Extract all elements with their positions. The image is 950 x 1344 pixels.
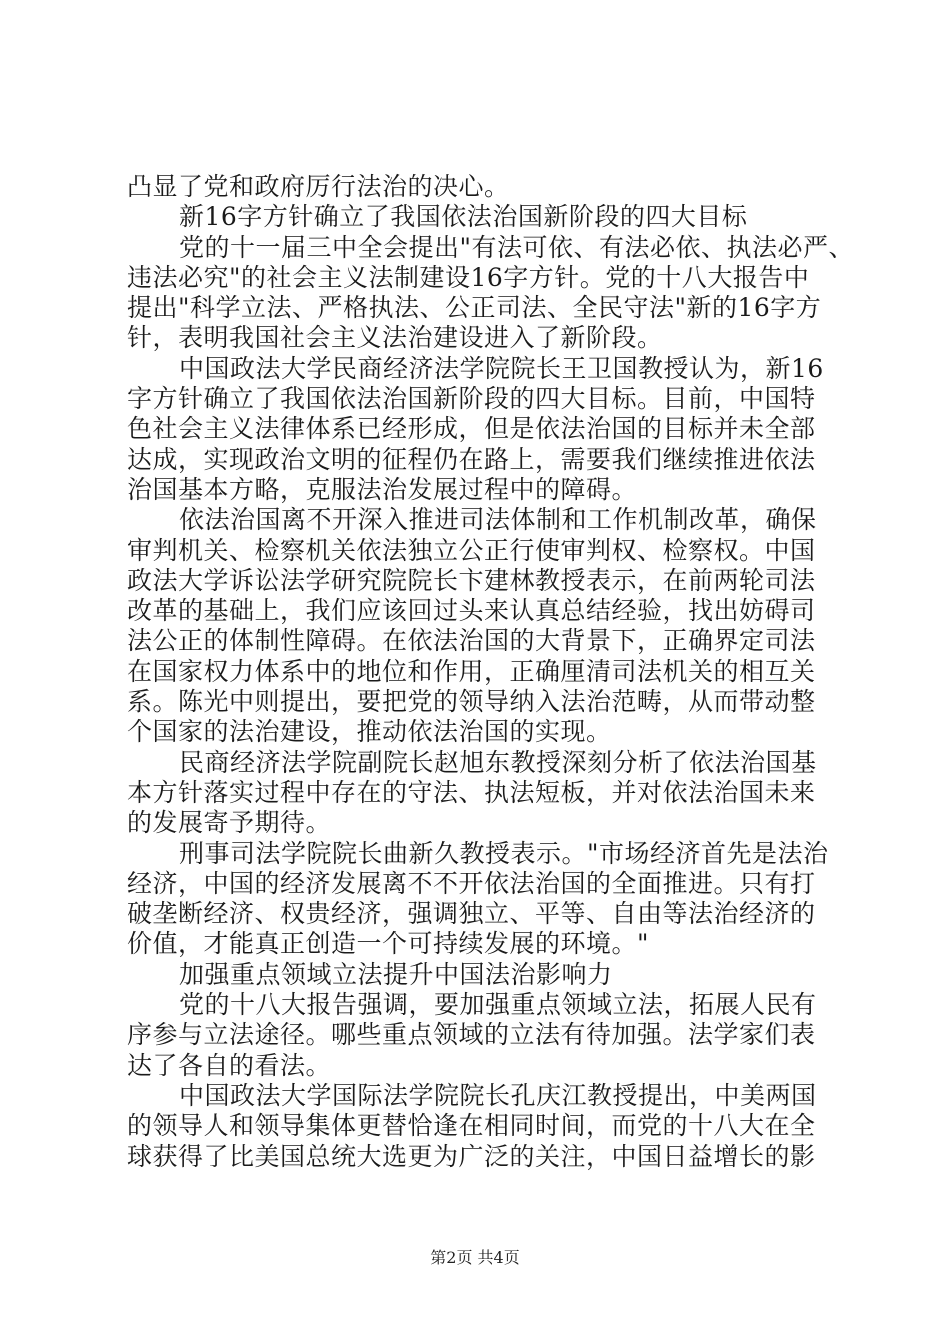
text-line: 法公正的体制性障碍。在依法治国的大背景下，正确界定司法 xyxy=(127,626,816,656)
text-line: 加强重点领域立法提升中国法治影响力 xyxy=(179,959,613,989)
text-line: 刑事司法学院院长曲新久教授表示。"市场经济首先是法治 xyxy=(179,838,829,868)
text-line: 价值，才能真正创造一个可持续发展的环境。" xyxy=(127,929,650,959)
text-line: 经济，中国的经济发展离不不开依法治国的全面推进。只有打 xyxy=(127,868,816,898)
text-line: 的发展寄予期待。 xyxy=(127,808,332,838)
text-line: 中国政法大学国际法学院院长孔庆江教授提出，中美两国 xyxy=(179,1080,817,1110)
text-line: 提出"科学立法、严格执法、公正司法、全民守法"新的16字方 xyxy=(127,293,822,323)
text-line: 治国基本方略，克服法治发展过程中的障碍。 xyxy=(127,474,638,504)
text-line: 序参与立法途径。哪些重点领域的立法有待加强。法学家们表 xyxy=(127,1020,816,1050)
text-line: 中国政法大学民商经济法学院院长王卫国教授认为，新16 xyxy=(179,353,824,383)
text-line: 本方针落实过程中存在的守法、执法短板，并对依法治国未来 xyxy=(127,777,816,807)
text-line: 达成，实现政治文明的征程仍在路上，需要我们继续推进依法 xyxy=(127,444,816,474)
text-line: 达了各自的看法。 xyxy=(127,1050,332,1080)
text-line: 破垄断经济、权贵经济，强调独立、平等、自由等法治经济的 xyxy=(127,899,816,929)
text-line: 政法大学诉讼法学研究院院长卞建林教授表示，在前两轮司法 xyxy=(127,565,816,595)
page-footer: 第2页 共4页 xyxy=(430,1248,520,1267)
text-line: 系。陈光中则提出，要把党的领导纳入法治范畴，从而带动整 xyxy=(127,687,816,717)
text-line: 违法必究"的社会主义法制建设16字方针。党的十八大报告中 xyxy=(127,262,810,292)
text-line: 的领导人和领导集体更替恰逢在相同时间，而党的十八大在全 xyxy=(127,1111,816,1141)
text-line: 党的十八大报告强调，要加强重点领域立法，拓展人民有 xyxy=(179,990,817,1020)
document-body xyxy=(127,172,855,1172)
text-line: 个国家的法治建设，推动依法治国的实现。 xyxy=(127,717,612,747)
text-line: 字方针确立了我国依法治国新阶段的四大目标。目前，中国特 xyxy=(127,384,816,414)
text-line: 凸显了党和政府厉行法治的决心。 xyxy=(127,172,510,201)
text-line: 色社会主义法律体系已经形成，但是依法治国的目标并未全部 xyxy=(127,414,816,444)
text-line: 依法治国离不开深入推进司法体制和工作机制改革，确保 xyxy=(179,505,817,535)
text-line: 球获得了比美国总统大选更为广泛的关注，中国日益增长的影 xyxy=(127,1141,816,1171)
text-line: 民商经济法学院副院长赵旭东教授深刻分析了依法治国基 xyxy=(179,747,817,777)
text-line: 党的十一届三中全会提出"有法可依、有法必依、执法必严、 xyxy=(179,232,855,262)
text-line: 在国家权力体系中的地位和作用，正确厘清司法机关的相互关 xyxy=(127,656,816,686)
text-line: 针，表明我国社会主义法治建设进入了新阶段。 xyxy=(127,323,663,353)
text-line: 新16字方针确立了我国依法治国新阶段的四大目标 xyxy=(179,202,748,232)
text-line: 改革的基础上，我们应该回过头来认真总结经验，找出妨碍司 xyxy=(127,596,816,626)
text-line: 审判机关、检察机关依法独立公正行使审判权、检察权。中国 xyxy=(127,535,816,565)
